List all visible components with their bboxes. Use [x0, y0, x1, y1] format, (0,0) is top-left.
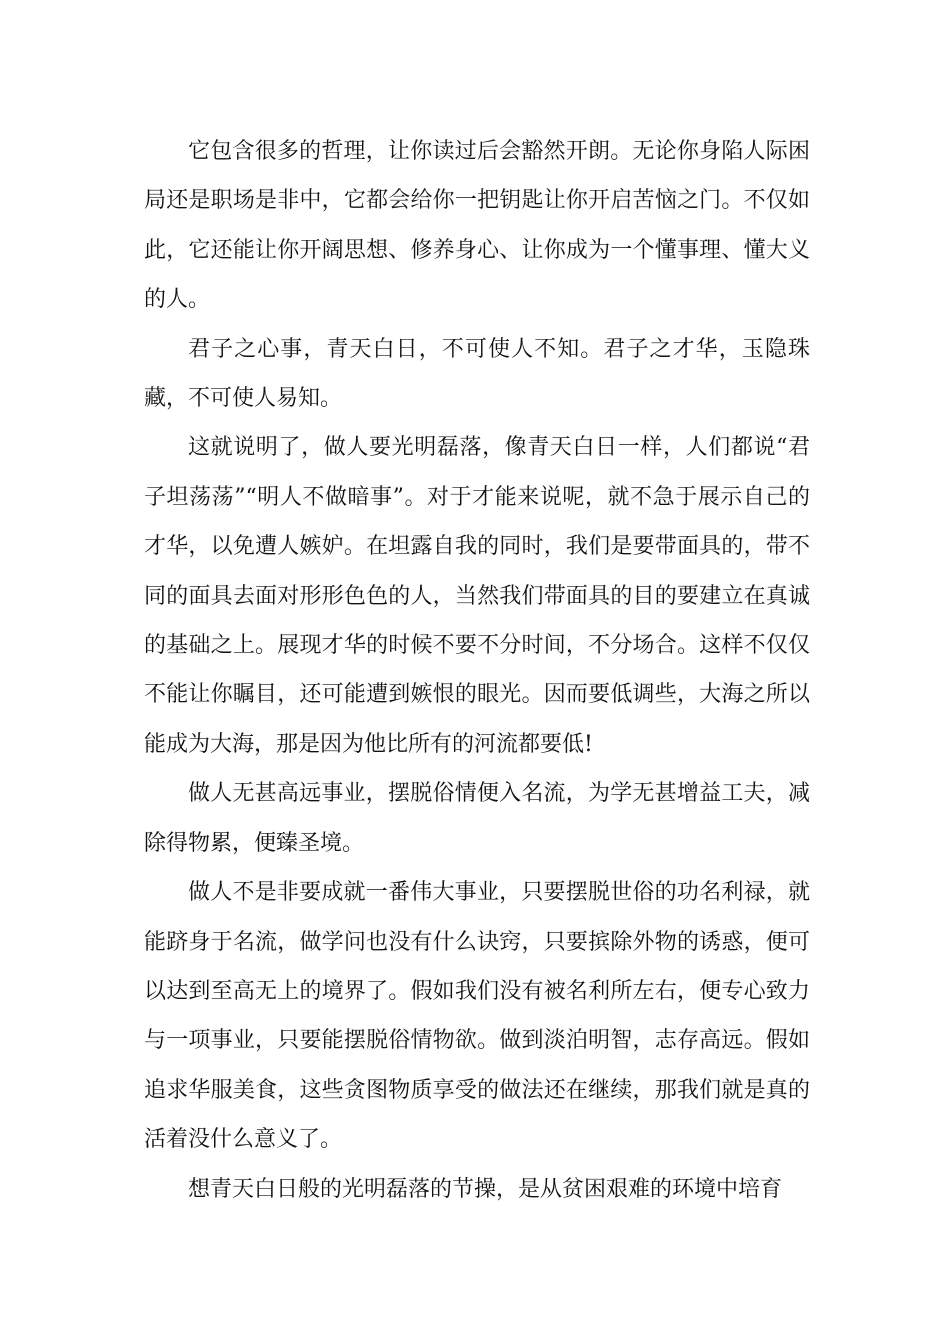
paragraph-4: 做人无甚高远事业，摆脱俗情便入名流，为学无甚增益工夫，减除得物累，便臻圣境。: [144, 781, 810, 856]
document-body: [144, 127, 810, 1214]
paragraph-6: 想青天白日般的光明磊落的节操，是从贫困艰难的环境中培育: [188, 1176, 783, 1202]
paragraph-3: 这就说明了，做人要光明磊落，像青天白日一样，人们都说“君子坦荡荡”“明人不做暗事”。对于才能来说呢，就不急于展示自己的才华，以免遭人嫉妒。在坦露自我的同时，我们是要带面具的，带不同的面具去面对形形色色的人，当然我们带面具的目的要建立在真诚的基础之上。展现才华的时候不要不分时间，不分场合。这样不仅仅不能让你瞩目，还可能遭到嫉恨的眼光。因而要低调些，大海之所以能成为大海，那是因为他比所有的河流都要低!: [144, 435, 810, 757]
paragraph-2: 君子之心事，青天白日，不可使人不知。君子之才华，玉隐珠藏，不可使人易知。: [144, 336, 810, 412]
paragraph-5: 做人不是非要成就一番伟大事业，只要摆脱世俗的功名利禄，就能跻身于名流，做学问也没有什么诀窍，只要摈除外物的诱惑，便可以达到至高无上的境界了。假如我们没有被名利所左右，便专心致力与一项事业，只要能摆脱俗情物欲。做到淡泊明智，志存高远。假如追求华服美食，这些贪图物质享受的做法还在继续，那我们就是真的活着没什么意义了。: [144, 880, 810, 1153]
paragraph-1: 它包含很多的哲理，让你读过后会豁然开朗。无论你身陷人际困局还是职场是非中，它都会给你一把钥匙让你开启苦恼之门。不仅如此，它还能让你开阔思想、修养身心、让你成为一个懂事理、懂大义的人。: [144, 139, 810, 313]
